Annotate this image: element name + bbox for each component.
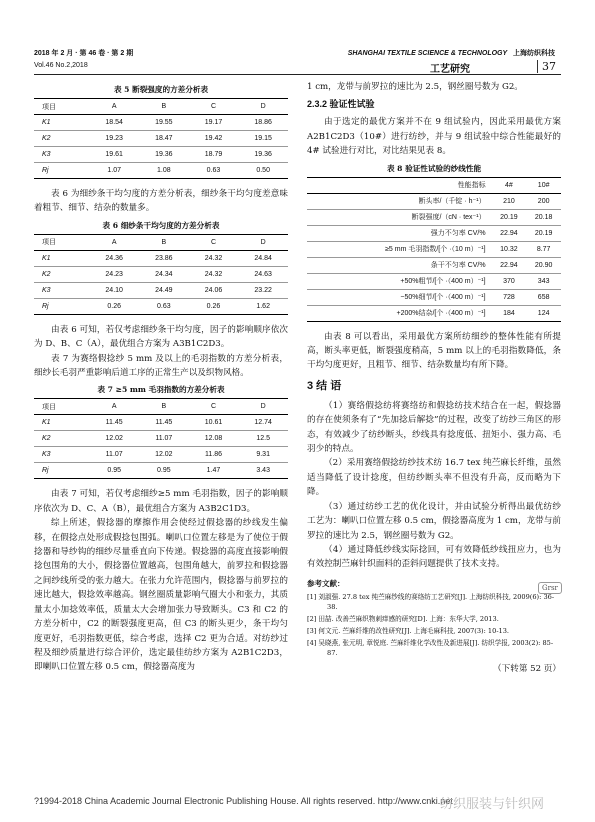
table-cell: 210 bbox=[492, 193, 527, 209]
table-cell: 0.26 bbox=[89, 298, 139, 314]
table-cell: 11.45 bbox=[89, 415, 139, 431]
table-cell: 24.63 bbox=[238, 266, 288, 282]
table-cell: 22.94 bbox=[492, 257, 527, 273]
table-cell: 24.23 bbox=[89, 266, 139, 282]
table-row bbox=[34, 163, 288, 179]
table-cell: 24.10 bbox=[89, 282, 139, 298]
table-cell: 12.74 bbox=[238, 415, 288, 431]
issue-info: 2018 年 2 月 · 第 46 卷 · 第 2 期 bbox=[34, 50, 134, 57]
table-cell: 24.84 bbox=[238, 250, 288, 266]
table7-header: 项目 bbox=[34, 399, 89, 415]
table7-header: D bbox=[238, 399, 288, 415]
table8-caption: 表 8 验证性试验的纱线性能 bbox=[386, 163, 482, 173]
table-cell: 18.86 bbox=[238, 115, 288, 131]
conclusion-item: （1）赛络假捻纺将赛络纺和假捻纺技术结合在一起，假捻器的存在使须条有了“先加捻后解捻”的过程，改变了纺纱三角区的形态，有效减少了纺纱断头，纱线具有捻度低、扭矩小、强力高、毛羽少的特点。 bbox=[307, 400, 561, 455]
table-cell: 12.08 bbox=[189, 431, 239, 447]
table-cell: 11.45 bbox=[139, 415, 189, 431]
table-cell: 658 bbox=[526, 289, 561, 305]
table-cell: K1 bbox=[34, 415, 89, 431]
table6-header: D bbox=[238, 234, 288, 250]
table-cell: 24.34 bbox=[139, 266, 189, 282]
paragraph: 综上所述，假捻器的摩擦作用会使经过假捻器的纱线发生偏移，在假捻点处形成假捻包围弧。喇叭口位置左移是为了使位于假捻器和导纱钩的细纱尽量垂直向下传递。假捻器的高度直接影响假捻包围角的大小，假捻器位置越高，包围角越大，前罗拉和假捻器之间纱线所受的张力越大。在张力允许范围内，假捻器与前罗拉的速比越大，假捻效率越高。钢丝圈质量影响气圈大小和张力，其质量太小加捻效率低，质量太大会增加张力导致断头。C3 和 C2 的方差分析中，C2 的断裂强度更高，但 C3 的断头更少，条干均匀度更好，毛羽指数更低，综合考虑，选择 C2 更为合适。对纺纱过程及细纱质量进行综合评价，选定最佳纺纱方案为 A2B1C2D3，即喇叭口位置左移 0.5 cm，假捻器高度为 bbox=[34, 518, 288, 673]
table-cell: 184 bbox=[492, 305, 527, 321]
table-cell: 24.32 bbox=[189, 266, 239, 282]
table-cell: 11.07 bbox=[89, 447, 139, 463]
table-cell: 19.36 bbox=[139, 147, 189, 163]
table-cell: 23.22 bbox=[238, 282, 288, 298]
table-row bbox=[307, 257, 561, 273]
table-cell: 20.19 bbox=[526, 225, 561, 241]
table-cell: 24.36 bbox=[89, 250, 139, 266]
reference-item: [2] 田喆. 改善苎麻织物刺痒感的研究[D]. 上海：东华大学, 2013. bbox=[307, 614, 499, 623]
section-heading: 2.3.2 验证性试验 bbox=[307, 99, 375, 110]
table-row bbox=[34, 282, 288, 298]
table-cell: 12.02 bbox=[89, 431, 139, 447]
table-row bbox=[307, 193, 561, 209]
reference-item: [4] 吴晓燕, 张元明, 章悦庭. 苎麻纤维化学改性及新进展[J]. 纺织学报, 2003(2): 85-87. bbox=[307, 638, 554, 657]
table-cell: K2 bbox=[34, 431, 89, 447]
table-cell: K3 bbox=[34, 447, 89, 463]
table6-header: 项目 bbox=[34, 234, 89, 250]
conclusion-item: （3）通过纺纱工艺的优化设计，并由试验分析得出最优纺纱工艺为：喇叭口位置左移 0.5 cm，假捻器高度为 1 cm，龙带与前罗拉的速比为 2.5，钢丝圈号数为 G2。 bbox=[307, 501, 561, 541]
table-cell: 19.23 bbox=[89, 131, 139, 147]
conclusion-item: （4）通过降低纱线实际捻回，可有效降低纱线扭应力，也为有效控制苎麻针织面料的歪斜问题提供了技术支持。 bbox=[307, 544, 561, 570]
watermark: 纺织服装与针织网 bbox=[440, 796, 545, 811]
table-cell: 370 bbox=[492, 273, 527, 289]
table6-header: B bbox=[139, 234, 189, 250]
table-cell: Rj bbox=[34, 463, 89, 479]
table-row bbox=[307, 289, 561, 305]
table-cell: 1.08 bbox=[139, 163, 189, 179]
table-cell: 23.86 bbox=[139, 250, 189, 266]
header-rule bbox=[34, 74, 561, 75]
table-cell: 19.36 bbox=[238, 147, 288, 163]
table-row bbox=[34, 431, 288, 447]
table-cell: 条干不匀率 CV/% bbox=[307, 257, 492, 273]
table6 bbox=[34, 234, 288, 315]
table-cell: −50%细节/[个 ·（400 m）⁻¹] bbox=[307, 289, 492, 305]
table-cell: +200%结杂/[个 ·（400 m）⁻¹] bbox=[307, 305, 492, 321]
table-row bbox=[34, 463, 288, 479]
table-cell: 0.63 bbox=[139, 298, 189, 314]
table5-header: 项目 bbox=[34, 99, 89, 115]
reference-item: [3] 何文元. 苎麻纤维的改性研究[J]. 上海毛麻科技, 2007(3): 10-13. bbox=[307, 626, 510, 635]
table-cell: 0.95 bbox=[139, 463, 189, 479]
table6-header: A bbox=[89, 234, 139, 250]
table-cell: 728 bbox=[492, 289, 527, 305]
table-cell: K1 bbox=[34, 250, 89, 266]
table-cell: 18.47 bbox=[139, 131, 189, 147]
table-cell: 19.61 bbox=[89, 147, 139, 163]
table-cell: 8.77 bbox=[526, 241, 561, 257]
table-cell: 11.86 bbox=[189, 447, 239, 463]
table8-header: 10# bbox=[526, 177, 561, 193]
table-cell: 11.07 bbox=[139, 431, 189, 447]
paragraph: 由表 6 可知，若仅考虑细纱条干均匀度，因子的影响顺序依次为 D、B、C（A），最优组合方案为 A3B1C2D3。 bbox=[34, 324, 288, 350]
table-cell: 19.42 bbox=[189, 131, 239, 147]
table5-header: C bbox=[189, 99, 239, 115]
table-cell: 0.50 bbox=[238, 163, 288, 179]
table-row bbox=[34, 131, 288, 147]
table-row bbox=[307, 241, 561, 257]
table-row bbox=[34, 115, 288, 131]
table-cell: 18.79 bbox=[189, 147, 239, 163]
right-column bbox=[307, 80, 561, 674]
table-cell: 10.61 bbox=[189, 415, 239, 431]
table-cell: 12.02 bbox=[139, 447, 189, 463]
table-cell: 12.5 bbox=[238, 431, 288, 447]
table-cell: 24.32 bbox=[189, 250, 239, 266]
table5 bbox=[34, 98, 288, 179]
table-cell: 强力不匀率 CV/% bbox=[307, 225, 492, 241]
table-cell: 20.90 bbox=[526, 257, 561, 273]
table-row bbox=[307, 273, 561, 289]
table7 bbox=[34, 398, 288, 479]
references-title: 参考文献： bbox=[307, 578, 345, 588]
table-cell: ≥5 mm 毛羽指数/[个 ·（10 m）⁻¹] bbox=[307, 241, 492, 257]
table-cell: 200 bbox=[526, 193, 561, 209]
table-cell: 343 bbox=[526, 273, 561, 289]
table-cell: 19.17 bbox=[189, 115, 239, 131]
table-cell: +50%粗节/[个 ·（400 m）⁻¹] bbox=[307, 273, 492, 289]
continued-note: （下转第 52 页） bbox=[493, 663, 561, 674]
paragraph: 1 cm，龙带与前罗拉的速比为 2.5，钢丝圈号数为 G2。 bbox=[307, 82, 523, 92]
volume-info: Vol.46 No.2,2018 bbox=[34, 62, 88, 69]
paragraph: 表 6 为细纱条干均匀度的方差分析表，细纱条干均匀度差意味着粗节、细节、结杂的数量多。 bbox=[34, 189, 288, 214]
table8-header: 性能指标 bbox=[307, 177, 492, 193]
table6-header: C bbox=[189, 234, 239, 250]
table-cell: K3 bbox=[34, 147, 89, 163]
table-cell: K2 bbox=[34, 131, 89, 147]
table-cell: Rj bbox=[34, 163, 89, 179]
table5-header: B bbox=[139, 99, 189, 115]
copyright-footer: ?1994-2018 China Academic Journal Electronic Publishing House. All rights reserved. http://www.cnki.net bbox=[34, 796, 453, 806]
table-row bbox=[307, 225, 561, 241]
paragraph: 表 7 为赛络假捻纱 5 mm 及以上的毛羽指数的方差分析表，细纱长毛羽严重影响后道工序的正常生产以及织物风格。 bbox=[34, 353, 288, 379]
table5-header: D bbox=[238, 99, 288, 115]
table7-header: C bbox=[189, 399, 239, 415]
page-number: 37 bbox=[537, 60, 556, 73]
table-cell: 19.55 bbox=[139, 115, 189, 131]
journal-title-en: SHANGHAI TEXTILE SCIENCE & TECHNOLOGY bbox=[347, 50, 508, 57]
table-cell: 0.26 bbox=[189, 298, 239, 314]
table-cell: 1.62 bbox=[238, 298, 288, 314]
table-row bbox=[34, 266, 288, 282]
table5-header: A bbox=[89, 99, 139, 115]
table-cell: 9.31 bbox=[238, 447, 288, 463]
table-row bbox=[34, 298, 288, 314]
left-column bbox=[34, 80, 288, 675]
paragraph: 由表 7 可知，若仅考虑细纱≥5 mm 毛羽指数，因子的影响顺序依次为 D、C、A（B），最优组合方案为 A3B2C1D3。 bbox=[34, 489, 288, 514]
table7-header: B bbox=[139, 399, 189, 415]
table-cell: 24.06 bbox=[189, 282, 239, 298]
table-cell: 22.94 bbox=[492, 225, 527, 241]
table-cell: 1.47 bbox=[189, 463, 239, 479]
publisher-stamp: Grsr bbox=[538, 582, 562, 594]
section-heading: 3 结 语 bbox=[307, 379, 342, 392]
table-cell: K2 bbox=[34, 266, 89, 282]
conclusion-item: （2）采用赛络假捻纺纱技术纺 16.7 tex 纯苎麻长纤维，虽然适当降低了设计捻度，但纺纱断头率不但没有升高，反而略为下降。 bbox=[307, 458, 561, 498]
table-cell: 3.43 bbox=[238, 463, 288, 479]
table-cell: 124 bbox=[526, 305, 561, 321]
table-cell: 18.54 bbox=[89, 115, 139, 131]
journal-title-cn: 上海纺织科技 bbox=[513, 50, 555, 57]
journal-title bbox=[348, 48, 555, 58]
table-row bbox=[34, 447, 288, 463]
table-cell: 1.07 bbox=[89, 163, 139, 179]
table-cell: 20.19 bbox=[492, 209, 527, 225]
table-cell: 断裂强度/（cN · tex⁻¹） bbox=[307, 209, 492, 225]
table-row bbox=[307, 209, 561, 225]
reference-item: [1] 刘淑强. 27.8 tex 纯苎麻纱线的赛络纺工艺研究[J]. 上海纺织科技, 2009(6): 36-38. bbox=[307, 592, 555, 611]
section-title: 工艺研究 bbox=[430, 64, 470, 75]
table-cell: K3 bbox=[34, 282, 89, 298]
table-row bbox=[34, 250, 288, 266]
table7-header: A bbox=[89, 399, 139, 415]
table-cell: 0.63 bbox=[189, 163, 239, 179]
table5-caption: 表 5 断裂强度的方差分析表 bbox=[113, 85, 209, 94]
table-cell: 断头率/（千锭 · h⁻¹） bbox=[307, 193, 492, 209]
table7-caption: 表 7 ≥5 mm 毛羽指数的方差分析表 bbox=[97, 385, 225, 395]
table-cell: 10.32 bbox=[492, 241, 527, 257]
table-cell: 19.15 bbox=[238, 131, 288, 147]
table-cell: 24.49 bbox=[139, 282, 189, 298]
table-cell: K1 bbox=[34, 115, 89, 131]
table-cell: Rj bbox=[34, 298, 89, 314]
table-row bbox=[307, 305, 561, 321]
table8 bbox=[307, 177, 561, 322]
paragraph: 由于选定的最优方案并不在 9 组试验内，因此采用最优方案 A2B1C2D3（10#）进行纺纱，并与 9 组试验中综合性能最好的 4# 试验进行对比，对比结果见表 8。 bbox=[307, 117, 561, 157]
table-row bbox=[34, 147, 288, 163]
table8-header: 4# bbox=[492, 177, 527, 193]
table6-caption: 表 6 细纱条干均匀度的方差分析表 bbox=[102, 220, 220, 230]
table-cell: 20.18 bbox=[526, 209, 561, 225]
table-row bbox=[34, 415, 288, 431]
table-cell: 0.95 bbox=[89, 463, 139, 479]
paragraph: 由表 8 可以看出，采用最优方案所纺细纱的整体性能有所提高，断头率更低，断裂强度稍高，5 mm 以上的毛羽指数降低，条干均匀度更好，且粗节、细节、结杂数量均有所下降。 bbox=[307, 331, 561, 371]
